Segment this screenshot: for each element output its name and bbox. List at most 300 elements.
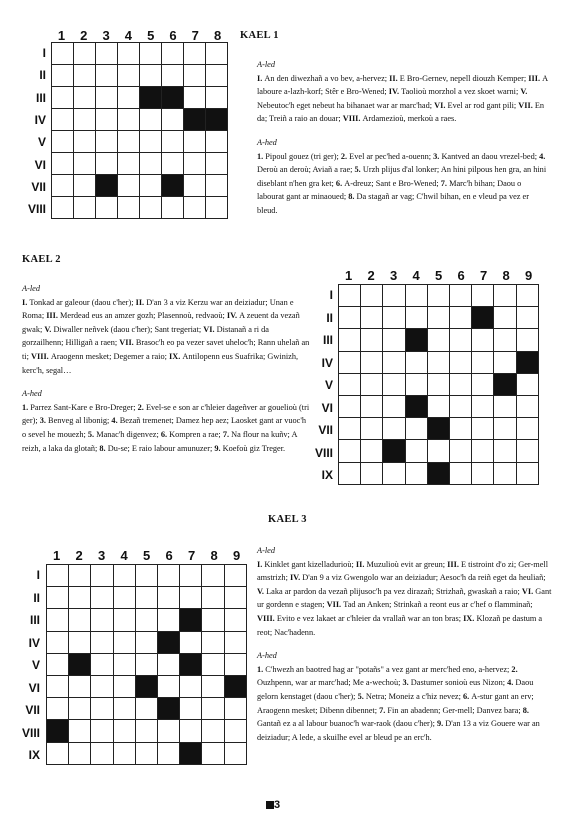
- grid-cell[interactable]: [96, 43, 118, 65]
- grid-row: [47, 720, 247, 742]
- grid-cell[interactable]: [202, 675, 224, 697]
- grid-row: [47, 675, 247, 697]
- grid-cell[interactable]: [113, 609, 135, 631]
- grid-cell[interactable]: [91, 653, 113, 675]
- grid-cell[interactable]: [427, 307, 449, 329]
- grid-cell[interactable]: [180, 587, 202, 609]
- row-number: VII: [25, 703, 40, 717]
- grid-cell[interactable]: [69, 742, 91, 764]
- grid-row: [339, 351, 539, 373]
- clue: 9. D'an 13 a viz Gouere war an deiziadur;: [257, 719, 540, 742]
- clue: 9. Koefoù giz Treger.: [214, 443, 286, 453]
- grid-cell[interactable]: [91, 609, 113, 631]
- grid-cell[interactable]: [162, 153, 184, 175]
- grid-cell[interactable]: [516, 285, 538, 307]
- grid-cell[interactable]: [405, 351, 427, 373]
- grid-cell[interactable]: [516, 373, 538, 395]
- clue: IX. Klozañ pe dastum a reot; Nac'hadenn.: [257, 613, 543, 637]
- grid-cell[interactable]: [339, 418, 361, 440]
- grid-row: [47, 631, 247, 653]
- grid-cell[interactable]: [224, 609, 246, 631]
- grid-cell[interactable]: [113, 631, 135, 653]
- grid-cell[interactable]: [113, 587, 135, 609]
- grid-cell[interactable]: [47, 609, 69, 631]
- grid-cell[interactable]: [69, 698, 91, 720]
- grid-cell[interactable]: [449, 285, 471, 307]
- clue: VI. Distanañ a ri da gorzailhenn; Hilligañ a raen;: [22, 324, 269, 348]
- grid-cell[interactable]: [383, 351, 405, 373]
- column-number: 5: [434, 268, 443, 283]
- grid-row: [47, 653, 247, 675]
- clue: VII. Brasoc'h eo pa vezer savet uheloc'h; Rann uhelañ an ti;: [22, 338, 310, 361]
- grid-cell[interactable]: [361, 462, 383, 484]
- clue: VI. Gant ur gordenn e stagen;: [257, 586, 552, 610]
- grid-cell[interactable]: [516, 440, 538, 462]
- grid-cell[interactable]: [224, 587, 246, 609]
- clue: III. E tistroint d'o zi; Ger-mell amstrizh;: [257, 559, 549, 583]
- grid-cell[interactable]: [135, 720, 157, 742]
- grid-row: [339, 373, 539, 395]
- column-number: 8: [210, 548, 218, 563]
- grid-cell[interactable]: [184, 43, 206, 65]
- grid-cell[interactable]: [47, 565, 69, 587]
- puzzle-2-clues: [22, 282, 312, 455]
- row-number: III: [35, 90, 46, 105]
- grid-cell[interactable]: [180, 631, 202, 653]
- grid-cell[interactable]: [449, 307, 471, 329]
- grid-cell[interactable]: [224, 720, 246, 742]
- grid-cell[interactable]: [206, 65, 228, 87]
- grid-cell[interactable]: [47, 631, 69, 653]
- grid-cell[interactable]: [206, 43, 228, 65]
- grid-cell[interactable]: [135, 698, 157, 720]
- grid-cell[interactable]: [494, 462, 516, 484]
- grid-cell[interactable]: [361, 307, 383, 329]
- grid-cell[interactable]: [494, 351, 516, 373]
- clue: IV. A zeuent da vezañ gwak;: [22, 311, 300, 334]
- grid-cell[interactable]: [91, 698, 113, 720]
- column-number: 1: [52, 548, 61, 563]
- grid-cell[interactable]: [184, 175, 206, 197]
- grid-cell[interactable]: [118, 43, 140, 65]
- black-cell: [405, 329, 427, 351]
- grid-cell[interactable]: [184, 197, 206, 219]
- grid-cell[interactable]: [157, 565, 179, 587]
- grid-cell[interactable]: [118, 197, 140, 219]
- clue: 7. Marc'h bihan; Daou o labourat gant ar minaoued;: [257, 178, 522, 202]
- grid-cell[interactable]: [494, 395, 516, 417]
- grid-cell[interactable]: [118, 153, 140, 175]
- grid-cell[interactable]: [47, 742, 69, 764]
- grid-cell[interactable]: [118, 65, 140, 87]
- grid-cell[interactable]: [118, 175, 140, 197]
- grid-cell[interactable]: [113, 742, 135, 764]
- column-number: 6: [165, 548, 173, 563]
- grid-cell[interactable]: [180, 720, 202, 742]
- grid-cell[interactable]: [96, 109, 118, 131]
- grid-cell[interactable]: [472, 285, 494, 307]
- grid-cell[interactable]: [202, 609, 224, 631]
- row-number: VI: [28, 680, 40, 695]
- grid-cell[interactable]: [361, 329, 383, 351]
- black-cell: [157, 698, 179, 720]
- grid-cell[interactable]: [184, 131, 206, 153]
- grid-cell[interactable]: [472, 351, 494, 373]
- grid-cell[interactable]: [69, 609, 91, 631]
- clue: 3. Kantved an daou vrezel-bed;: [433, 151, 540, 161]
- grid-cell[interactable]: [449, 351, 471, 373]
- puzzle-3-title: KAEL 3: [268, 514, 307, 525]
- column-number: 4: [124, 28, 132, 43]
- grid-cell[interactable]: [449, 418, 471, 440]
- page-number-mark: [266, 801, 274, 809]
- grid-cell[interactable]: [140, 43, 162, 65]
- clue: 6. A-stur gant an erv; Araogenn mesket; Dibenn dibennet;: [257, 691, 534, 715]
- grid-cell[interactable]: [383, 285, 405, 307]
- black-cell: [516, 351, 538, 373]
- puzzle-1-ahed-clues: [257, 150, 550, 218]
- grid-cell[interactable]: [494, 440, 516, 462]
- page-number-value: 3: [273, 799, 281, 811]
- grid-cell[interactable]: [180, 565, 202, 587]
- puzzle-1-clues: [257, 58, 550, 218]
- grid-cell[interactable]: [157, 720, 179, 742]
- grid-cell[interactable]: [113, 653, 135, 675]
- grid-cell[interactable]: [472, 462, 494, 484]
- grid-cell[interactable]: [206, 175, 228, 197]
- row-number: V: [31, 658, 40, 672]
- grid-cell[interactable]: [113, 565, 135, 587]
- grid-cell[interactable]: [135, 653, 157, 675]
- puzzle-3-grid[interactable]: [46, 564, 247, 765]
- grid-cell[interactable]: [427, 351, 449, 373]
- grid-cell[interactable]: [180, 675, 202, 697]
- grid-cell[interactable]: [69, 631, 91, 653]
- grid-cell[interactable]: [162, 197, 184, 219]
- grid-cell[interactable]: [206, 197, 228, 219]
- grid-cell[interactable]: [206, 87, 228, 109]
- grid-cell[interactable]: [74, 65, 96, 87]
- grid-cell[interactable]: [449, 395, 471, 417]
- grid-cell[interactable]: [472, 329, 494, 351]
- grid-cell[interactable]: [427, 285, 449, 307]
- grid-row: [339, 307, 539, 329]
- grid-cell[interactable]: [405, 440, 427, 462]
- grid-cell[interactable]: [339, 462, 361, 484]
- grid-cell[interactable]: [383, 329, 405, 351]
- grid-cell[interactable]: [157, 609, 179, 631]
- puzzle-2-ahed-heading: A-hed: [22, 389, 42, 399]
- grid-row: [52, 197, 228, 219]
- grid-cell[interactable]: [91, 565, 113, 587]
- grid-cell[interactable]: [162, 109, 184, 131]
- grid-row: [52, 153, 228, 175]
- black-cell: [494, 373, 516, 395]
- grid-cell[interactable]: [96, 87, 118, 109]
- grid-cell[interactable]: [361, 440, 383, 462]
- clue: II. D'an 3 a viz Kerzu war an deiziadur; Unan e Roma;: [22, 297, 294, 321]
- clue: 8. Du-se; E raio labour amunuzer;: [99, 443, 215, 453]
- grid-cell[interactable]: [224, 742, 246, 764]
- puzzle-3-clues: [257, 544, 552, 744]
- grid-cell[interactable]: [135, 565, 157, 587]
- black-cell: [472, 307, 494, 329]
- row-number: IX: [321, 468, 333, 482]
- grid-cell[interactable]: [52, 109, 74, 131]
- grid-cell[interactable]: [180, 698, 202, 720]
- grid-cell[interactable]: [361, 395, 383, 417]
- grid-cell[interactable]: [135, 587, 157, 609]
- row-number: VI: [34, 157, 46, 172]
- grid-cell[interactable]: [472, 440, 494, 462]
- grid-cell[interactable]: [494, 307, 516, 329]
- column-number: 2: [75, 548, 83, 563]
- black-cell: [140, 87, 162, 109]
- clue: 1. Parrez Sant-Kare e Bro-Dreger;: [22, 402, 138, 412]
- grid-cell[interactable]: [52, 175, 74, 197]
- grid-row: [47, 742, 247, 764]
- grid-cell[interactable]: [52, 197, 74, 219]
- grid-cell[interactable]: [162, 131, 184, 153]
- column-number: 3: [97, 548, 106, 563]
- grid-cell[interactable]: [206, 153, 228, 175]
- grid-cell[interactable]: [427, 440, 449, 462]
- grid-cell[interactable]: [339, 440, 361, 462]
- grid-cell[interactable]: [118, 131, 140, 153]
- grid-cell[interactable]: [449, 440, 471, 462]
- column-number: 3: [389, 268, 398, 283]
- grid-cell[interactable]: [339, 351, 361, 373]
- grid-cell[interactable]: [162, 43, 184, 65]
- grid-cell[interactable]: [52, 153, 74, 175]
- puzzle-1-aled-heading: A-led: [257, 60, 275, 69]
- row-number: IV: [321, 355, 333, 370]
- black-cell: [224, 675, 246, 697]
- grid-cell[interactable]: [118, 87, 140, 109]
- black-cell: [184, 109, 206, 131]
- grid-cell[interactable]: [339, 395, 361, 417]
- grid-cell[interactable]: [202, 742, 224, 764]
- grid-cell[interactable]: [405, 307, 427, 329]
- grid-cell[interactable]: [140, 197, 162, 219]
- column-number: 6: [457, 268, 465, 283]
- grid-cell[interactable]: [202, 653, 224, 675]
- grid-cell[interactable]: [157, 653, 179, 675]
- grid-cell[interactable]: [224, 698, 246, 720]
- grid-cell[interactable]: [184, 153, 206, 175]
- grid-cell[interactable]: [202, 631, 224, 653]
- grid-cell[interactable]: [427, 329, 449, 351]
- grid-cell[interactable]: [383, 307, 405, 329]
- grid-cell[interactable]: [494, 418, 516, 440]
- grid-cell[interactable]: [140, 65, 162, 87]
- grid-cell[interactable]: [162, 65, 184, 87]
- grid-row: [339, 395, 539, 417]
- grid-cell[interactable]: [52, 131, 74, 153]
- grid-cell[interactable]: [383, 418, 405, 440]
- grid-cell[interactable]: [202, 587, 224, 609]
- grid-cell[interactable]: [449, 329, 471, 351]
- grid-cell[interactable]: [74, 87, 96, 109]
- clue: VIII. Ardamezioù, merkoù a raes.: [342, 114, 457, 124]
- grid-cell[interactable]: [472, 395, 494, 417]
- grid-cell[interactable]: [135, 742, 157, 764]
- grid-cell[interactable]: [224, 631, 246, 653]
- grid-cell[interactable]: [74, 131, 96, 153]
- grid-cell[interactable]: [69, 720, 91, 742]
- grid-cell[interactable]: [516, 395, 538, 417]
- grid-cell[interactable]: [140, 109, 162, 131]
- grid-cell[interactable]: [157, 587, 179, 609]
- grid-cell[interactable]: [91, 587, 113, 609]
- grid-cell[interactable]: [96, 153, 118, 175]
- row-number: III: [29, 613, 40, 627]
- clue: 2. Ouzhpenn, war ar marc'had; Me a-wechoù;: [257, 664, 518, 688]
- grid-cell[interactable]: [494, 329, 516, 351]
- column-number: 5: [147, 28, 155, 43]
- clue: 5. Urzh plijus d'al lonker; An hini pilpous hen gra, an hini diseblant n'hen gra ket;: [257, 165, 547, 188]
- grid-cell[interactable]: [339, 329, 361, 351]
- clue: IV. Taolioù morzhol a vez skoet warni;: [388, 87, 521, 97]
- grid-cell[interactable]: [184, 87, 206, 109]
- grid-row: [52, 109, 228, 131]
- grid-cell[interactable]: [74, 109, 96, 131]
- grid-cell[interactable]: [206, 131, 228, 153]
- grid-cell[interactable]: [135, 609, 157, 631]
- clue: 7. Na flour na kuñv; A reizh, a laka da glotañ;: [22, 429, 298, 453]
- grid-cell[interactable]: [113, 698, 135, 720]
- puzzle-3-ahed-heading: A-hed: [257, 651, 277, 661]
- row-number: VIII: [22, 725, 41, 740]
- black-cell: [157, 631, 179, 653]
- grid-cell[interactable]: [383, 462, 405, 484]
- grid-cell[interactable]: [339, 307, 361, 329]
- grid-cell[interactable]: [69, 565, 91, 587]
- row-number: V: [37, 135, 46, 150]
- grid-cell[interactable]: [405, 462, 427, 484]
- clue: 4. Daou gelorn kenstaget (daou c'her);: [257, 678, 534, 701]
- row-number: V: [324, 378, 333, 392]
- grid-cell[interactable]: [52, 65, 74, 87]
- row-number: VIII: [28, 202, 47, 217]
- grid-cell[interactable]: [224, 565, 246, 587]
- grid-cell[interactable]: [184, 65, 206, 87]
- clue: 6. A-dreuz; Sant e Bro-Wened;: [335, 178, 441, 188]
- grid-cell[interactable]: [140, 175, 162, 197]
- grid-cell[interactable]: [135, 631, 157, 653]
- grid-cell[interactable]: [91, 631, 113, 653]
- clue: 1. C'hwezh an baotred hag ar "potañs" a vez gant ar merc'hed eno, a-hervez;: [257, 664, 512, 674]
- grid-cell[interactable]: [202, 698, 224, 720]
- grid-cell[interactable]: [383, 395, 405, 417]
- clue: A lede, a skuilhe evel ar bleud pe an erc'h.: [291, 732, 432, 742]
- grid-cell[interactable]: [69, 675, 91, 697]
- row-number: II: [39, 68, 46, 83]
- grid-cell[interactable]: [383, 373, 405, 395]
- grid-cell[interactable]: [157, 742, 179, 764]
- grid-cell[interactable]: [516, 418, 538, 440]
- grid-cell[interactable]: [361, 373, 383, 395]
- row-number: I: [329, 288, 333, 302]
- grid-cell[interactable]: [96, 65, 118, 87]
- puzzle-1-grid[interactable]: [51, 42, 228, 219]
- grid-cell[interactable]: [516, 462, 538, 484]
- grid-cell[interactable]: [113, 720, 135, 742]
- clue: I. Kinklet gant kizelladurioù;: [257, 559, 356, 569]
- row-number: VIII: [315, 445, 334, 460]
- grid-cell[interactable]: [427, 395, 449, 417]
- grid-cell[interactable]: [339, 373, 361, 395]
- black-cell: [206, 109, 228, 131]
- grid-cell[interactable]: [74, 175, 96, 197]
- column-number: 9: [232, 548, 241, 563]
- grid-cell[interactable]: [516, 307, 538, 329]
- grid-cell[interactable]: [140, 153, 162, 175]
- grid-cell[interactable]: [202, 720, 224, 742]
- column-number: 7: [191, 28, 199, 43]
- grid-cell[interactable]: [361, 351, 383, 373]
- grid-cell[interactable]: [47, 587, 69, 609]
- column-number: 7: [187, 548, 196, 563]
- grid-cell[interactable]: [361, 285, 383, 307]
- grid-cell[interactable]: [52, 87, 74, 109]
- grid-cell[interactable]: [472, 373, 494, 395]
- grid-cell[interactable]: [69, 587, 91, 609]
- row-number: III: [322, 333, 333, 347]
- puzzle-2-grid[interactable]: [338, 284, 539, 485]
- grid-cell[interactable]: [74, 153, 96, 175]
- row-number: I: [36, 568, 40, 582]
- grid-cell[interactable]: [74, 43, 96, 65]
- grid-cell[interactable]: [91, 675, 113, 697]
- grid-cell[interactable]: [202, 565, 224, 587]
- black-cell: [427, 418, 449, 440]
- grid-cell[interactable]: [472, 418, 494, 440]
- grid-cell[interactable]: [494, 285, 516, 307]
- grid-cell[interactable]: [449, 462, 471, 484]
- clue: 4. Bezañ tremenet; Damez hep aez; Laosket gant ar vuoc'h o sevel he mouezh;: [22, 416, 306, 439]
- grid-cell[interactable]: [113, 675, 135, 697]
- column-number: 9: [524, 268, 533, 283]
- grid-cell[interactable]: [47, 698, 69, 720]
- clue: III. A laboure a-lazh-korf; Stêr e Bro-Wened;: [257, 73, 548, 97]
- grid-cell[interactable]: [405, 285, 427, 307]
- grid-cell[interactable]: [405, 373, 427, 395]
- clue: V. Diwaller neñvek (daou c'her); Sant tregeriat;: [44, 324, 204, 334]
- grid-cell[interactable]: [405, 418, 427, 440]
- grid-cell[interactable]: [91, 742, 113, 764]
- grid-cell[interactable]: [516, 329, 538, 351]
- grid-cell[interactable]: [96, 131, 118, 153]
- grid-cell[interactable]: [224, 653, 246, 675]
- grid-cell[interactable]: [427, 373, 449, 395]
- grid-cell[interactable]: [74, 197, 96, 219]
- grid-cell[interactable]: [339, 285, 361, 307]
- page-number: [256, 798, 290, 812]
- grid-cell[interactable]: [118, 109, 140, 131]
- grid-cell[interactable]: [157, 675, 179, 697]
- grid-cell[interactable]: [449, 373, 471, 395]
- grid-cell[interactable]: [140, 131, 162, 153]
- clue: 3. Benveg al libonig;: [39, 416, 112, 426]
- grid-cell[interactable]: [361, 418, 383, 440]
- grid-cell[interactable]: [47, 675, 69, 697]
- grid-cell[interactable]: [91, 720, 113, 742]
- grid-cell[interactable]: [47, 653, 69, 675]
- grid-cell[interactable]: [52, 43, 74, 65]
- clue: VII. En da; Treiñ a raio an douar;: [257, 100, 545, 124]
- grid-cell[interactable]: [96, 197, 118, 219]
